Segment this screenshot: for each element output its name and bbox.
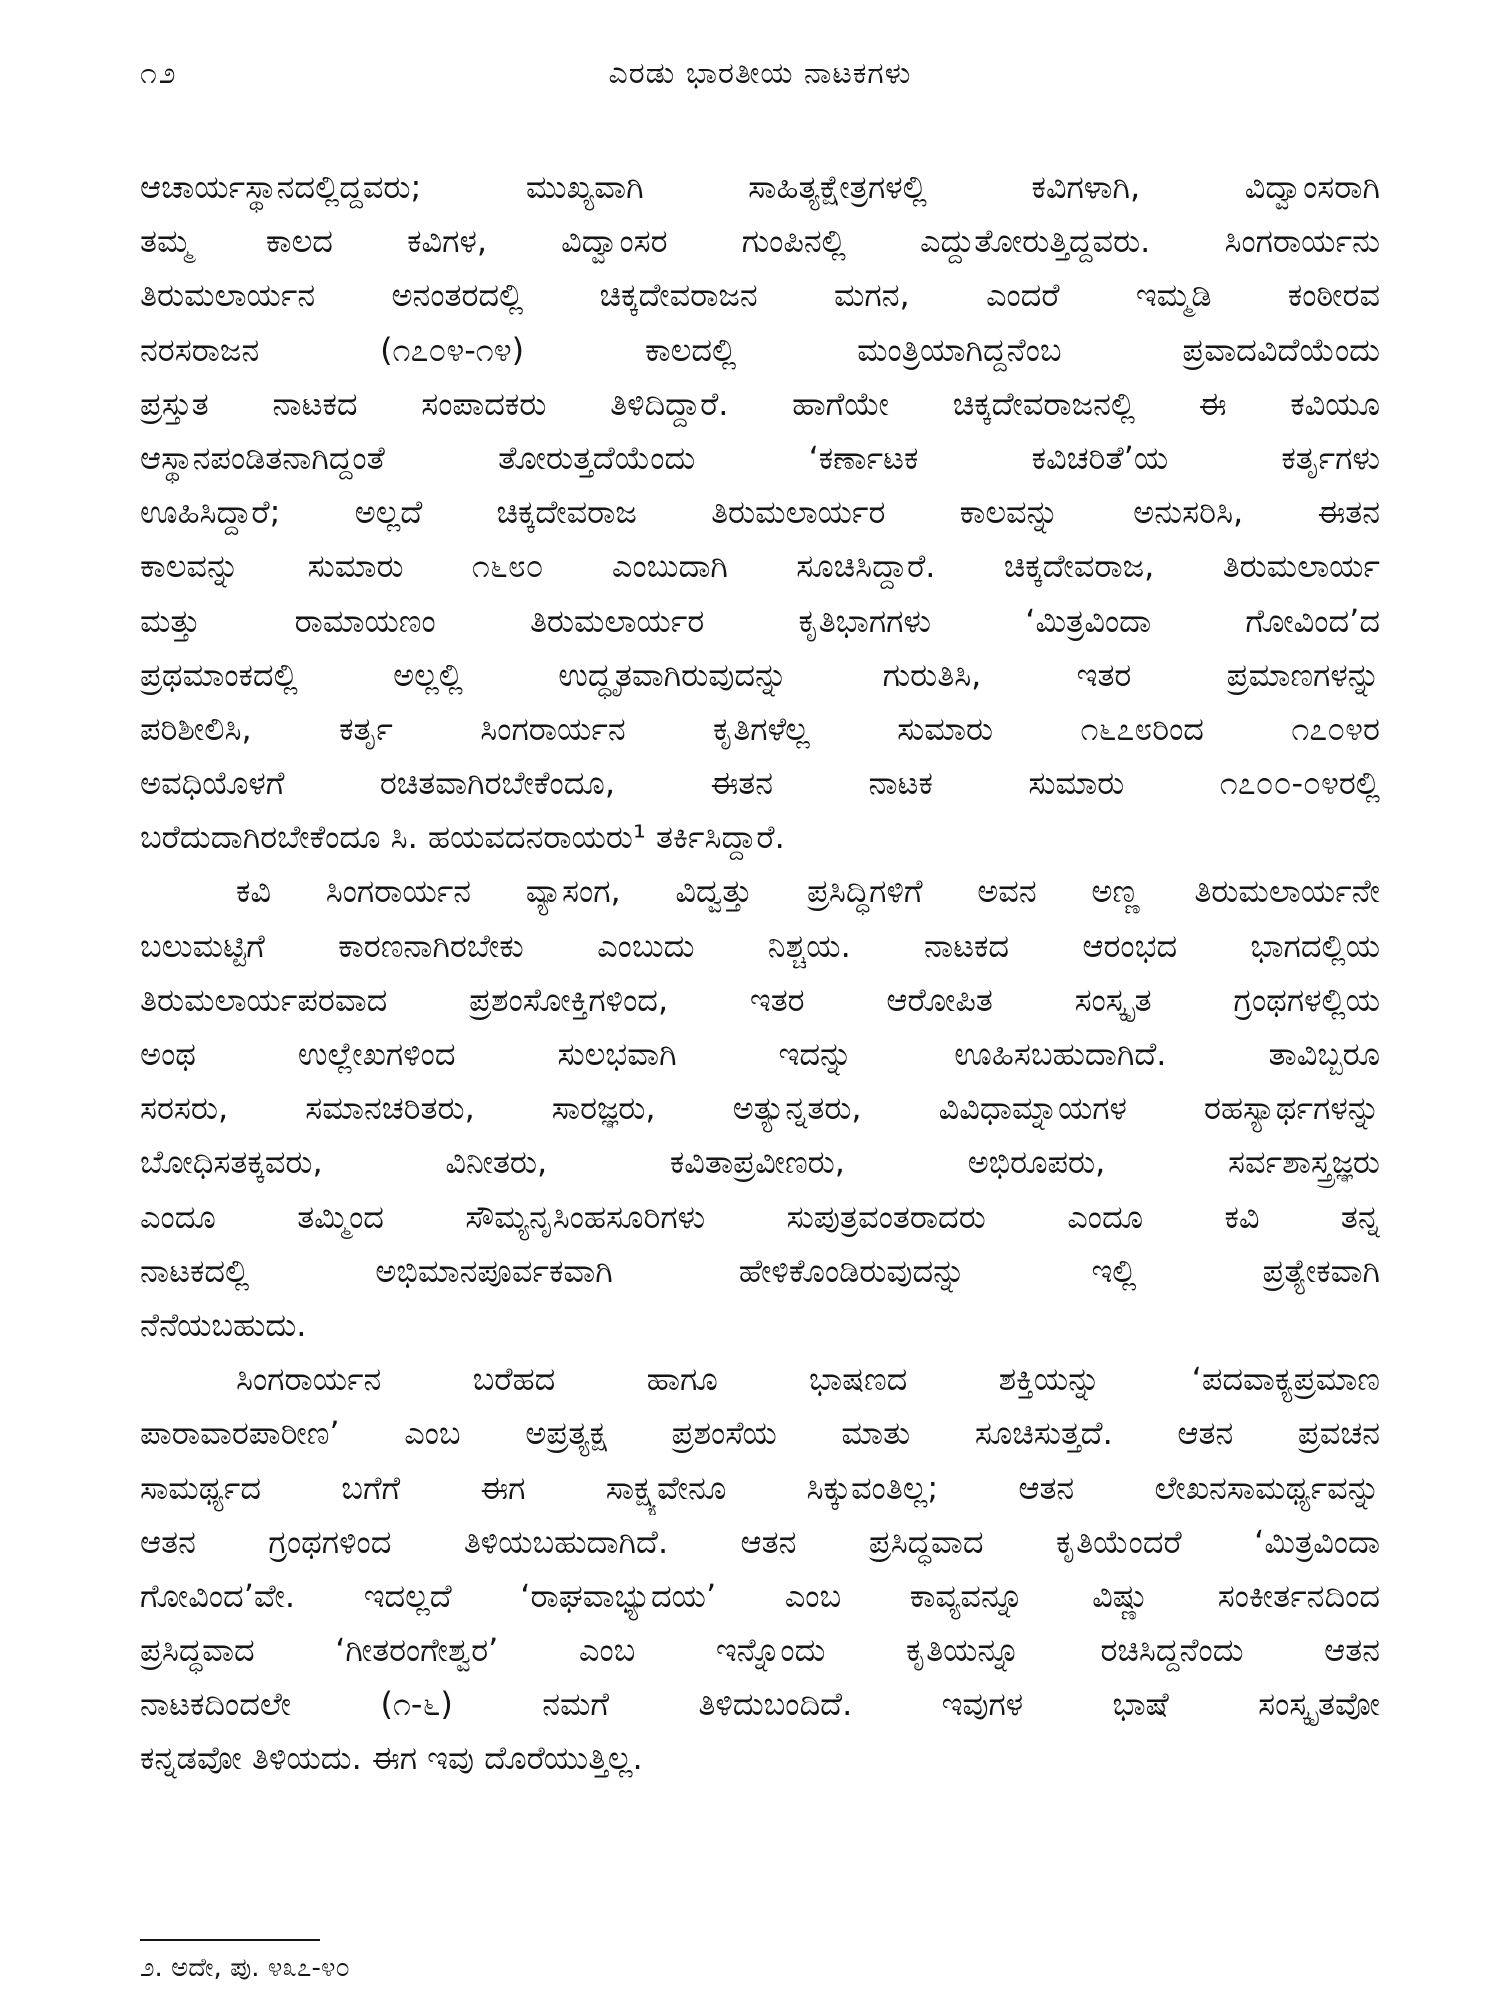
text-line: ತಿರುಮಲಾರ್ಯಪರವಾದ ಪ್ರಶಂಸೋಕ್ತಿಗಳಿಂದ, ಇತರ ಆರೋಪಿತ ಸಂಸ್ಕೃತ ಗ್ರಂಥಗಳಲ್ಲಿಯ [140,980,1380,1019]
body-text [140,160,1380,1786]
text-line: ಮತ್ತು ರಾಮಾಯಣಂ ತಿರುಮಲಾರ್ಯರ ಕೃತಿಭಾಗಗಳು ‘ಮಿತ್ರವಿಂದಾ ಗೋವಿಂದ’ದ [140,601,1380,640]
text-line: ಪಾರಾವಾರಪಾರೀಣ’ ಎಂಬ ಅಪ್ರತ್ಯಕ್ಷ ಪ್ರಶಂಸೆಯ ಮಾತು ಸೂಚಿಸುತ್ತದೆ. ಆತನ ಪ್ರವಚನ [140,1414,1380,1453]
text-line: ಪ್ರಸಿದ್ಧವಾದ ‘ಗೀತರಂಗೇಶ್ವರ’ ಎಂಬ ಇನ್ನೊಂದು ಕೃತಿಯನ್ನೂ ರಚಿಸಿದ್ದನೆಂದು ಆತನ [140,1631,1380,1670]
text-line: ಕಾಲವನ್ನು ಸುಮಾರು ೧೬೮೦ ಎಂಬುದಾಗಿ ಸೂಚಿಸಿದ್ದಾರೆ. ಚಿಕ್ಕದೇವರಾಜ, ತಿರುಮಲಾರ್ಯ [140,547,1380,586]
text-line: ತಿರುಮಲಾರ್ಯನ ಅನಂತರದಲ್ಲಿ ಚಿಕ್ಕದೇವರಾಜನ ಮಗನ, ಎಂದರೆ ಇಮ್ಮಡಿ ಕಂಠೀರವ [140,276,1380,315]
text-line: ಪ್ರಸ್ತುತ ನಾಟಕದ ಸಂಪಾದಕರು ತಿಳಿದಿದ್ದಾರೆ. ಹಾಗೆಯೇ ಚಿಕ್ಕದೇವರಾಜನಲ್ಲಿ ಈ ಕವಿಯೂ [140,384,1380,423]
text-line: ಅವಧಿಯೊಳಗೆ ರಚಿತವಾಗಿರಬೇಕೆಂದೂ, ಈತನ ನಾಟಕ ಸುಮಾರು ೧೭೦೦-೦೪ರಲ್ಲಿ [140,764,1380,803]
text-line: ಆಸ್ಥಾನಪಂಡಿತನಾಗಿದ್ದಂತೆ ತೋರುತ್ತದೆಯೆಂದು ‘ಕರ್ಣಾಟಕ ಕವಿಚರಿತೆ’ಯ ಕರ್ತೃಗಳು [140,438,1380,477]
footnote: ೨. ಅದೇ, ಪು. ೪೩೭-೪೦ [140,1953,350,1983]
page-number: ೧೨ [140,56,178,91]
text-line: ನಾಟಕದಿಂದಲೇ (೧-೬) ನಮಗೆ ತಿಳಿದುಬಂದಿದೆ. ಇವುಗಳ ಭಾಷೆ ಸಂಸ್ಕೃತವೋ [140,1685,1380,1724]
text-line: ಪರಿಶೀಲಿಸಿ, ಕರ್ತೃ ಸಿಂಗರಾರ್ಯನ ಕೃತಿಗಳೆಲ್ಲ ಸುಮಾರು ೧೬೭೮ರಿಂದ ೧೭೦೪ರ [140,709,1380,748]
text-line: ತಮ್ಮ ಕಾಲದ ಕವಿಗಳ, ವಿದ್ವಾಂಸರ ಗುಂಪಿನಲ್ಲಿ ಎದ್ದುತೋರುತ್ತಿದ್ದವರು. ಸಿಂಗರಾರ್ಯನು [140,222,1380,261]
text-line: ಸಿಂಗರಾರ್ಯನ ಬರೆಹದ ಹಾಗೂ ಭಾಷಣದ ಶಕ್ತಿಯನ್ನು ‘ಪದವಾಕ್ಯಪ್ರಮಾಣ [236,1360,1380,1399]
footnote-rule [140,1939,320,1941]
paragraph-3 [140,1352,1380,1786]
text-line: ಕವಿ ಸಿಂಗರಾರ್ಯನ ವ್ಯಾಸಂಗ, ವಿದ್ವತ್ತು ಪ್ರಸಿದ್ಧಿಗಳಿಗೆ ಅವನ ಅಣ್ಣ ತಿರುಮಲಾರ್ಯನೇ [236,872,1380,911]
text-line: ಆತನ ಗ್ರಂಥಗಳಿಂದ ತಿಳಿಯಬಹುದಾಗಿದೆ. ಆತನ ಪ್ರಸಿದ್ಧವಾದ ಕೃತಿಯೆಂದರೆ ‘ಮಿತ್ರವಿಂದಾ [140,1522,1380,1561]
running-title: ಎರಡು ಭಾರತೀಯ ನಾಟಕಗಳು [608,56,912,91]
text-line: ಪ್ರಥಮಾಂಕದಲ್ಲಿ ಅಲ್ಲಲ್ಲಿ ಉದ್ಧೃತವಾಗಿರುವುದನ್ನು ಗುರುತಿಸಿ, ಇತರ ಪ್ರಮಾಣಗಳನ್ನು [140,655,1380,694]
text-line: ನಾಟಕದಲ್ಲಿ ಅಭಿಮಾನಪೂರ್ವಕವಾಗಿ ಹೇಳಿಕೊಂಡಿರುವುದನ್ನು ಇಲ್ಲಿ ಪ್ರತ್ಯೇಕವಾಗಿ [140,1251,1380,1290]
text-line: ಆಚಾರ್ಯಸ್ಥಾನದಲ್ಲಿದ್ದವರು; ಮುಖ್ಯವಾಗಿ ಸಾಹಿತ್ಯಕ್ಷೇತ್ರಗಳಲ್ಲಿ ಕವಿಗಳಾಗಿ, ವಿದ್ವಾಂಸರಾಗಿ [140,168,1380,206]
paragraph-1 [140,160,1380,864]
text-line: ನೆನೆಯಬಹುದು. [140,1305,307,1344]
running-head [140,48,1380,100]
text-line: ಬರೆದುದಾಗಿರಬೇಕೆಂದೂ ಸಿ. ಹಯವದನರಾಯರು¹ ತರ್ಕಿಸಿದ್ದಾರೆ. [140,818,785,857]
text-line: ಬಲುಮಟ್ಟಿಗೆ ಕಾರಣನಾಗಿರಬೇಕು ಎಂಬುದು ನಿಶ್ಚಯ. ನಾಟಕದ ಆರಂಭದ ಭಾಗದಲ್ಲಿಯ [140,926,1380,965]
text-line: ಗೋವಿಂದ’ವೇ. ಇದಲ್ಲದೆ ‘ರಾಘವಾಭ್ಯುದಯ’ ಎಂಬ ಕಾವ್ಯವನ್ನೂ ವಿಷ್ಣು ಸಂಕೀರ್ತನದಿಂದ [140,1576,1380,1615]
text-line: ಊಹಿಸಿದ್ದಾರೆ; ಅಲ್ಲದೆ ಚಿಕ್ಕದೇವರಾಜ ತಿರುಮಲಾರ್ಯರ ಕಾಲವನ್ನು ಅನುಸರಿಸಿ, ಈತನ [140,493,1380,532]
text-line: ಸಾಮರ್ಥ್ಯದ ಬಗೆಗೆ ಈಗ ಸಾಕ್ಷ್ಯವೇನೂ ಸಿಕ್ಕುವಂತಿಲ್ಲ; ಆತನ ಲೇಖನಸಾಮರ್ಥ್ಯವನ್ನು [140,1468,1380,1507]
text-line: ಬೋಧಿಸತಕ್ಕವರು, ವಿನೀತರು, ಕವಿತಾಪ್ರವೀಣರು, ಅಭಿರೂಪರು, ಸರ್ವಶಾಸ್ತ್ರಜ್ಞರು [140,1143,1380,1182]
text-line: ನರಸರಾಜನ (೧೭೦೪-೧೪) ಕಾಲದಲ್ಲಿ ಮಂತ್ರಿಯಾಗಿದ್ದನೆಂಬ ಪ್ರವಾದವಿದೆಯೆಂದು [140,330,1380,369]
text-line: ಅಂಥ ಉಲ್ಲೇಖಗಳಿಂದ ಸುಲಭವಾಗಿ ಇದನ್ನು ಊಹಿಸಬಹುದಾಗಿದೆ. ತಾವಿಬ್ಬರೂ [140,1035,1380,1073]
text-line: ಕನ್ನಡವೋ ತಿಳಿಯದು. ಈಗ ಇವು ದೊರೆಯುತ್ತಿಲ್ಲ. [140,1739,643,1778]
text-line: ಎಂದೂ ತಮ್ಮಿಂದ ಸೌಮ್ಯನೃಸಿಂಹಸೂರಿಗಳು ಸುಪುತ್ರವಂತರಾದರು ಎಂದೂ ಕವಿ ತನ್ನ [140,1197,1380,1236]
text-line: ಸರಸರು, ಸಮಾನಚರಿತರು, ಸಾರಜ್ಞರು, ಅತ್ಯುನ್ನತರು, ವಿವಿಧಾಮ್ನಾಯಗಳ ರಹಸ್ಯಾರ್ಥಗಳನ್ನು [140,1089,1380,1128]
paragraph-2 [140,864,1380,1352]
